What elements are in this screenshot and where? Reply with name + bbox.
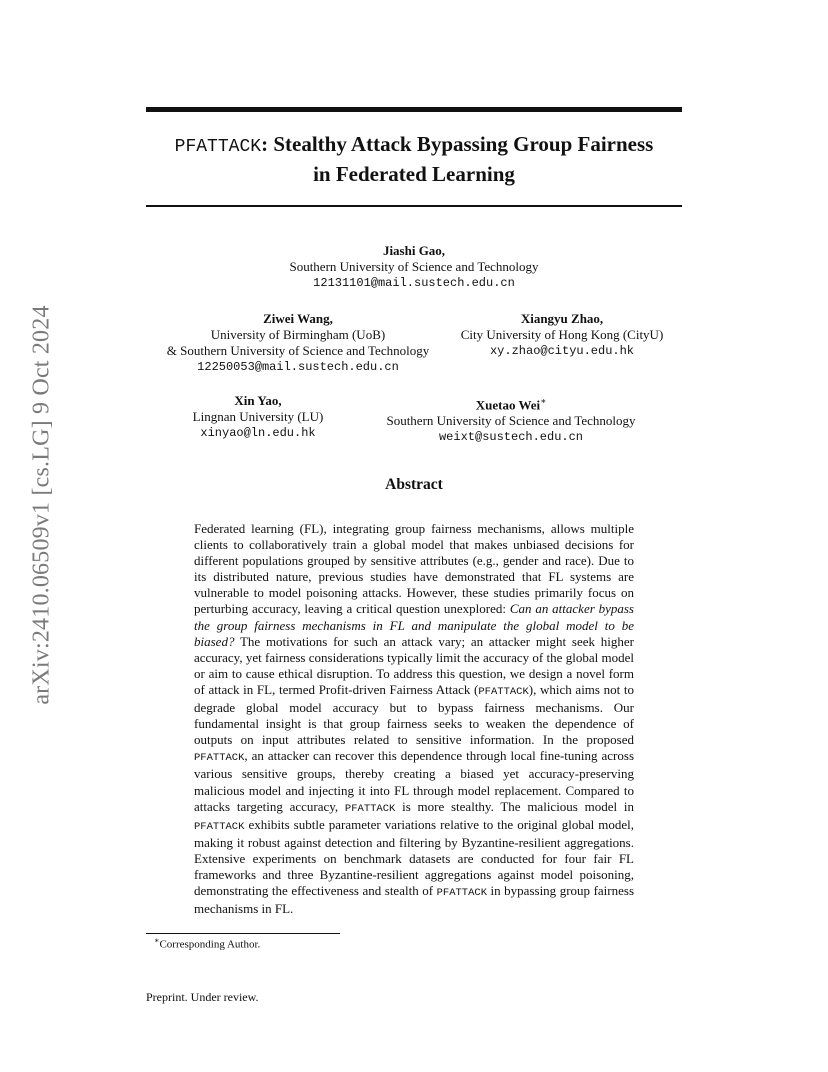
method-name: PFATTACK [478,685,529,698]
author-block-wang [148,311,448,375]
author-block-gao [264,243,564,291]
abstract-body: Federated learning (FL), integrating group fairness mechanisms, allows multiple clients to collaboratively train a global model that makes unbiased decisions for different populations grouped by sensitive attributes (e.g., gender and race). Due to its distributed nature, previous studies have demonstrated that FL systems are vulnerable to model poisoning attacks. However, these studies primarily focus on perturbing accuracy, leaving a critical question unexplored: Can an attacker bypass the group fairness mechanisms in FL and manipulate the global model to be biased? The motivations for such an attack vary; an attacker might seek higher accuracy, yet fairness considerations typically limit the accuracy of the global model or aim to cause ethical disruption. To address this question, we design a novel form of attack in FL, termed Profit-driven Fairness Attack (PFATTACK), which aims not to degrade global model accuracy but to bypass fairness mechanisms. Our fundamental insight is that group fairness seeks to weaken the dependence of outputs on input attributes related to sensitive information. In the proposed PFATTACK, an attacker can recover this dependence through local fine-tuning across various sensitive groups, thereby creating a biased yet accuracy-preserving malicious model and injecting it into FL through model replacement. Compared to attacks targeting accuracy, PFATTACK is more stealthy. The malicious model in PFATTACK exhibits subtle parameter variations relative to the original global model, making it robust against detection and filtering by Byzantine-resilient aggregations. Extensive experiments on benchmark datasets are conducted for four fair FL frameworks and three Byzantine-resilient aggregations against model poisoning, demonstrating the effectiveness and stealth of PFATTACK in bypassing group fairness mechanisms in FL. [194,521,635,917]
title-bottom-rule [146,205,682,207]
author-name: Ziwei Wang, [263,311,333,326]
preprint-notice: Preprint. Under review. [146,990,259,1004]
author-email: xinyao@ln.edu.hk [200,426,316,440]
title-line2: in Federated Learning [313,162,515,186]
footnote [154,936,260,951]
author-block-wei [368,393,654,445]
footnote-text: Corresponding Author. [159,938,261,951]
method-name: PFATTACK [194,820,245,833]
author-name: Xiangyu Zhao, [520,311,604,326]
author-block-zhao [444,311,680,359]
method-name: PFATTACK [436,887,488,900]
title-prefix: PFATTACK [174,137,262,157]
author-affiliation: Southern University of Science and Technology [289,259,539,274]
method-name: PFATTACK [344,802,396,815]
corresponding-mark: ∗ [540,396,547,406]
research-question: Can an attacker bypass the group fairness mechanisms in FL and manipulate the global model to be biased? [194,601,634,649]
author-block-yao [170,393,346,441]
title-rest: : Stealthy Attack Bypassing Group Fairness [261,132,654,156]
abstract-heading: Abstract [385,476,443,493]
author-email: weixt@sustech.edu.cn [438,430,584,445]
arxiv-identifier: arXiv:2410.06509v1 [cs.LG] 9 Oct 2024 [28,305,55,705]
author-email: xy.zhao@cityu.edu.hk [489,344,635,358]
author-affiliation: University of Birmingham (UoB) [210,327,386,342]
footnote-rule [146,933,340,934]
author-email: 12250053@mail.sustech.edu.cn [197,360,399,374]
author-name: Jiashi Gao, [382,243,446,258]
title-top-rule [146,107,682,112]
author-affiliation-secondary: & Southern University of Science and Technology [166,343,430,358]
paper-title [146,131,682,188]
author-affiliation: Lingnan University (LU) [192,409,324,424]
method-name: PFATTACK [194,752,245,765]
author-name: Xin Yao, [234,393,282,408]
author-affiliation: City University of Hong Kong (CityU) [460,327,664,342]
author-email: 12131101@mail.sustech.edu.cn [313,276,515,290]
author-affiliation: Southern University of Science and Technology [386,413,636,429]
author-name: Xuetao Wei∗ [475,396,547,413]
footnote-mark: ∗ [154,936,160,945]
